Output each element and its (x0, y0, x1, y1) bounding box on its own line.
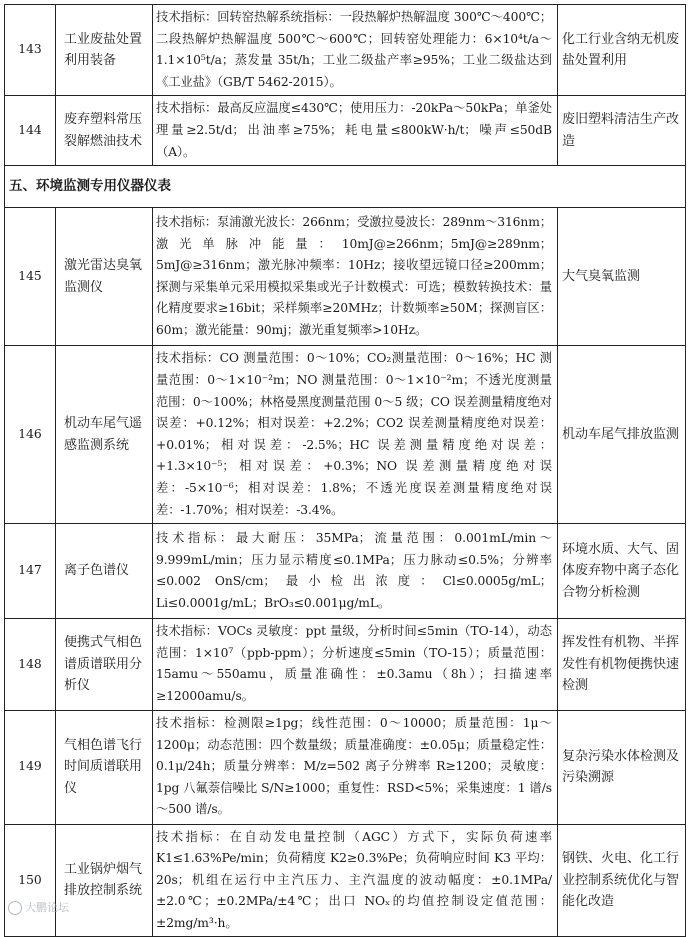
row-number: 147 (5, 524, 56, 619)
row-number: 144 (5, 96, 56, 166)
section-title: 五、环境监测专用仪器仪表 (5, 166, 686, 208)
row-number: 150 (5, 824, 56, 937)
equipment-name: 废弃塑料常压裂解燃油技术 (56, 96, 153, 166)
row-number: 149 (5, 710, 56, 824)
application-field: 环境水质、大气、固体废弃物中离子态化合物分析检测 (558, 524, 686, 619)
row-number: 143 (5, 5, 56, 96)
equipment-name: 工业废盐处置利用装备 (56, 5, 153, 96)
row-number: 148 (5, 619, 56, 710)
technical-specs: 技术指标：CO 测量范围：0～10%；CO₂测量范围：0～16%；HC 测量范围：0～1×10⁻²m；NO 测量范围：0～1×10⁻²m；不透光度测量范围：0～100%；林格曼黑度测量范围 0～5 级；CO 误差测量精度绝对误差：+0.12%；相对误差：+2.2%；CO2 误差测量精度绝对误差：+0.01%；相对误差：-2.5%；HC 误差测量精度绝对误差：+1.3×10⁻⁵；相对误差：+0.3%；NO 误差测量精度绝对误差：-5×10⁻⁶；相对误差：1.8%；不透光度误差测量精度绝对误差：-1.70%；相对误差：-3.4%。 (153, 346, 558, 524)
table-row (5, 346, 686, 524)
application-field: 化工行业含纳无机废盐处置利用 (558, 5, 686, 96)
watermark-text: 大鹏论坛 (25, 901, 69, 914)
technical-specs: 技术指标：最大耐压：35MPa；流量范围：0.001mL/min～9.999mL/min；压力显示精度≤0.1MPa；压力脉动≤0.5%；分辨率≤0.002 OnS/cm；最小检出浓度：Cl≤0.0005g/mL；Li≤0.0001g/mL；BrO₃≤0.001μg/mL。 (153, 524, 558, 619)
technical-specs: 技术指标：泵浦激光波长：266nm；受激拉曼波长：289nm～316nm；激光单脉冲能量：10mJ@≥266nm；5mJ@≥289nm；5mJ@≥316nm；激光脉冲频率：10Hz；接收望远镜口径≥200mm；探测与采集单元采用模拟采集或光子计数模式：可选；模数转换技术：量化精度要求≥16bit；采样频率≥20MHz；计数频率≥50M；探测盲区：60m；激光能量：90mj；激光重复频率>10Hz。 (153, 208, 558, 346)
table-row (5, 710, 686, 824)
table-row (5, 824, 686, 937)
table-row (5, 208, 686, 346)
technical-specs: 技术指标：VOCs 灵敏度：ppt 量级，分析时间≤5min（TO-14），动态范围：1×10⁷（ppb-ppm）；分析速度≤5min（TO-15）；质量范围：15amu～550amu，质量准确性：±0.3amu（8h）；扫描速率≥12000amu/s。 (153, 619, 558, 710)
table-row (5, 524, 686, 619)
technical-specs: 技术指标：回转窑热解系统指标：一段热解炉热解温度 300℃～400℃；二段热解炉热解温度 500℃～600℃；回转窑处理能力：6×10⁴t/a～1.1×10⁵t/a；蒸发量 35t/h；工业二级盐产率≥95%；工业二级盐达到《工业盐》（GB/T 5462-2015）。 (153, 5, 558, 96)
equipment-name: 激光雷达臭氧监测仪 (56, 208, 153, 346)
forum-watermark (8, 899, 69, 915)
application-field: 机动车尾气排放监测 (558, 346, 686, 524)
technical-specs: 技术指标：在自动发电量控制（AGC）方式下，实际负荷速率 K1≤1.63%Pe/min；负荷精度 K2≥0.3%Pe；负荷响应时间 K3 平均：20s；机组在运行中主汽压力、主汽温度的波动幅度：±0.1MPa/±2.0℃；±0.2MPa/±4℃；出口 NOₓ的均值控制设定值范围：±2mg/m³·h。 (153, 824, 558, 937)
equipment-name: 便携式气相色谱质谱联用分析仪 (56, 619, 153, 710)
watermark-logo-icon (8, 901, 22, 915)
equipment-name: 离子色谱仪 (56, 524, 153, 619)
table-row (5, 96, 686, 166)
technical-specs: 技术指标：最高反应温度≤430℃；使用压力：-20kPa～50kPa；单釜处理量≥2.5t/d；出油率≥75%；耗电量≤800kW·h/t；噪声≤50dB（A）。 (153, 96, 558, 166)
application-field: 钢铁、火电、化工行业控制系统优化与智能化改造 (558, 824, 686, 937)
row-number: 146 (5, 346, 56, 524)
equipment-name: 气相色谱飞行时间质谱联用仪 (56, 710, 153, 824)
table-row (5, 5, 686, 96)
table-row (5, 619, 686, 710)
application-field: 复杂污染水体检测及污染溯源 (558, 710, 686, 824)
equipment-spec-table (4, 4, 686, 937)
section-header-row (5, 166, 686, 208)
application-field: 挥发性有机物、半挥发性有机物便携快速检测 (558, 619, 686, 710)
equipment-name: 机动车尾气遥感监测系统 (56, 346, 153, 524)
row-number: 145 (5, 208, 56, 346)
equipment-name: 工业锅炉烟气排放控制系统 (56, 824, 153, 937)
technical-specs: 技术指标：检测限≥1pg；线性范围：0～10000；质量范围：1μ～1200μ；动态范围：四个数量级；质量准确度：±0.05μ；质量稳定性：0.1μ/24h；质量分辨率：M/z=502 离子分辨率 R≥1200；灵敏度：1pg 八氟萘信噪比 S/N≥1000；重复性：RSD<5%；采集速度：1 谱/s～500 谱/s。 (153, 710, 558, 824)
application-field: 大气臭氧监测 (558, 208, 686, 346)
application-field: 废旧塑料清洁生产改造 (558, 96, 686, 166)
